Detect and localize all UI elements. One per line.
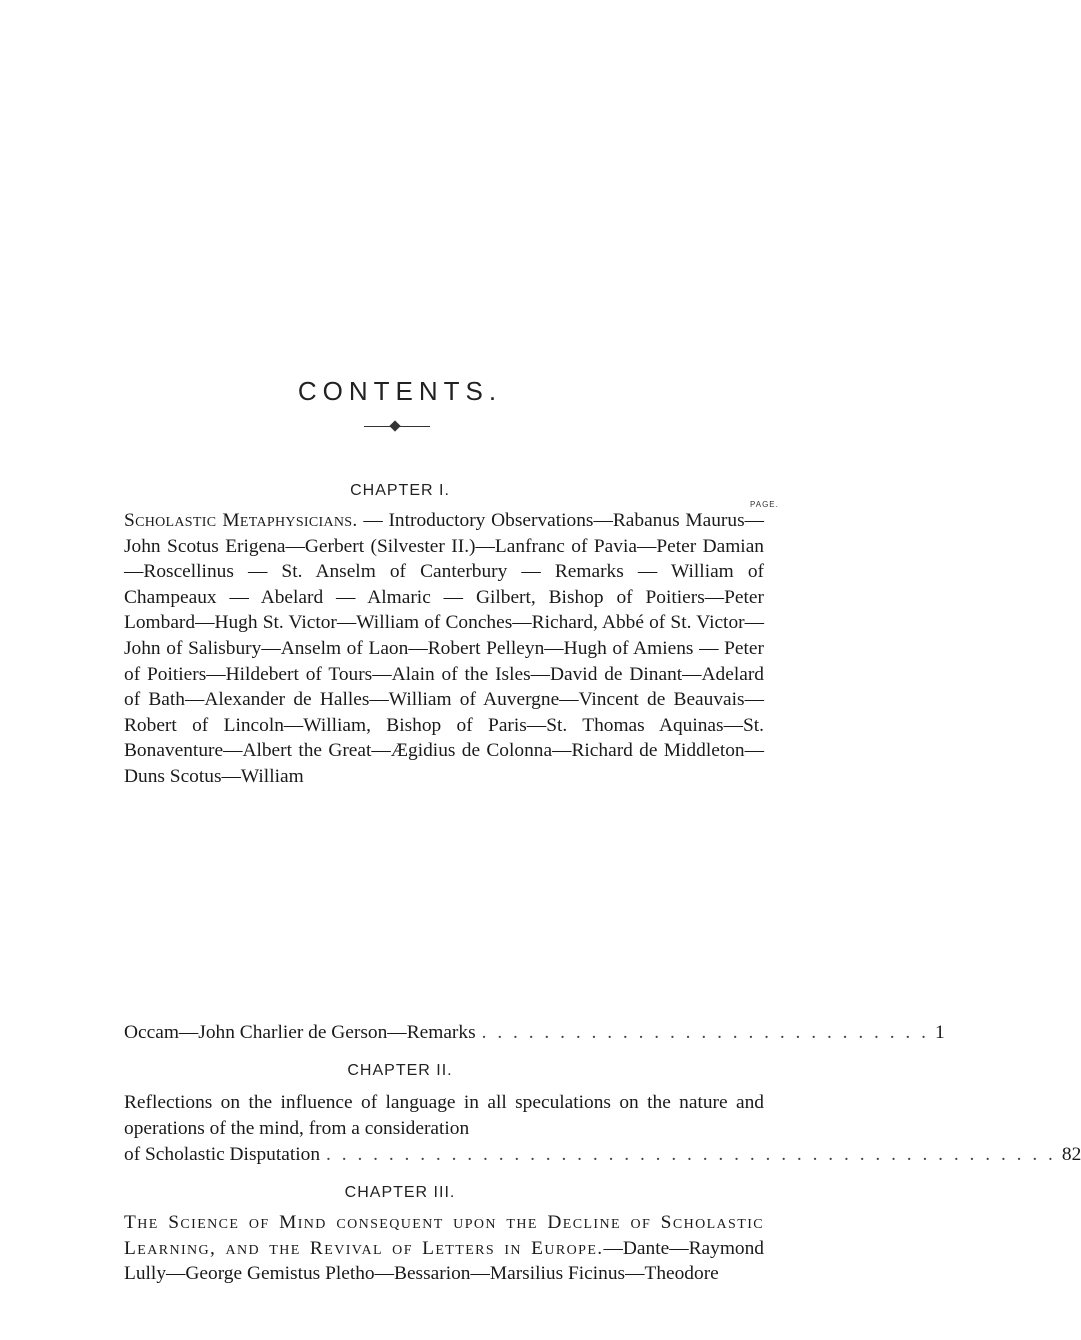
- chapter-2-entry: [124, 1090, 764, 1141]
- dot-leader: . . . . . . . . . . . . . . . . . . . . . . . . . . . . . . . . . . . . . . . . . . . . . . .: [326, 1144, 1056, 1165]
- chapter-1-last-line: [124, 1020, 945, 1046]
- chapter-3-entry: [124, 1210, 764, 1287]
- chapter-1-title: Scholastic Metaphysicians.: [124, 510, 358, 531]
- chapter-3-text: —Dante—Raymond Lully—George Gemistus Pletho—Bessarion—Marsilius Ficinus—Theodore: [124, 1237, 764, 1285]
- chapter-3-heading: CHAPTER III.: [344, 1184, 456, 1201]
- chapter-3-title: The Science of Mind consequent upon the Decline of Scholastic Learning, and the Revival of Letters in Europe.: [124, 1212, 764, 1259]
- chapter-2-text: Reflections on the influence of language in all speculations on the nature and operations of the mind, from a consideration: [124, 1092, 764, 1139]
- chapter-1-page-number: 1: [934, 1022, 945, 1043]
- chapter-1-heading: CHAPTER I.: [350, 482, 450, 499]
- page-title: CONTENTS.: [297, 376, 503, 406]
- chapter-1-entry: [124, 508, 764, 790]
- dot-leader: . . . . . . . . . . . . . . . . . . . . . . . . . . . . .: [481, 1022, 929, 1043]
- page-column-label: PAGE.: [750, 500, 779, 509]
- chapter-1-text: — Introductory Observations—Rabanus Maurus—John Scotus Erigena—Gerbert (Silvester II.)—Lanfranc of Pavia—Peter Damian—Roscellinus — St. Anselm of Canterbury — Remarks — William of Champeaux — Abelard — Almaric — Gilbert, Bishop of Poitiers—Peter Lombard—Hugh St. Victor—William of Conches—Richard, Abbé of St. Victor—John of Salisbury—Anselm of Laon—Robert Pelleyn—Hugh of Amiens — Peter of Poitiers—Hildebert of Tours—Alain of the Isles—David de Dinant—Adelard of Bath—Alexander de Halles—William of Auvergne—Vincent de Beauvais— Robert of Lincoln—William, Bishop of Paris—St. Thomas Aquinas—St. Bonaventure—Albert the Great—Ægidius de Colonna—Richard de Middleton—Duns Scotus—William: [124, 510, 765, 787]
- chapter-2-last-text: of Scholastic Disputation: [124, 1144, 321, 1165]
- chapter-2-last-line: [124, 1142, 1081, 1168]
- chapter-2-heading: CHAPTER II.: [347, 1062, 453, 1079]
- diamond-ornament-icon: [389, 420, 400, 431]
- chapter-2-page-number: 82: [1061, 1144, 1081, 1165]
- chapter-1-last-text: Occam—John Charlier de Gerson—Remarks: [124, 1022, 476, 1043]
